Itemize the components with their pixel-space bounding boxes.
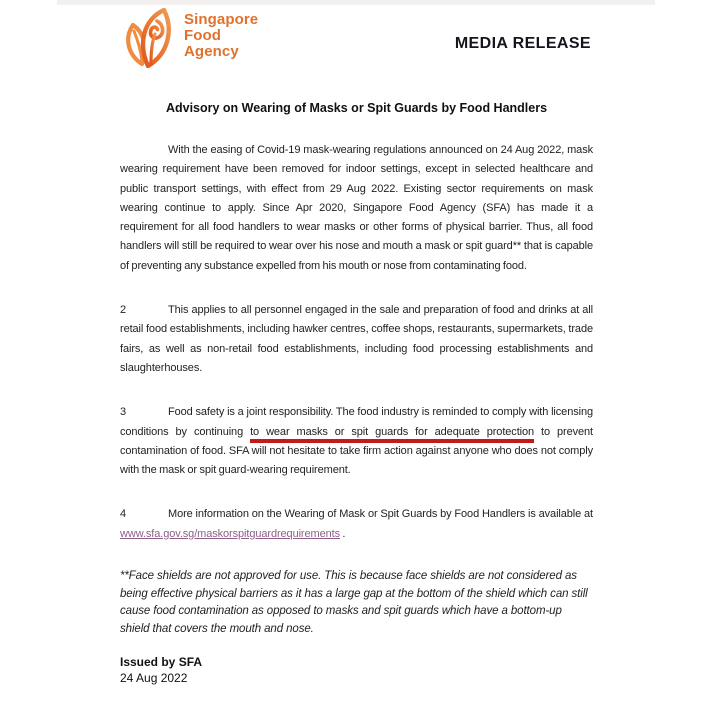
sfa-logo-wordmark	[184, 12, 258, 60]
paragraph-4-tail: .	[339, 527, 346, 540]
paragraph-4-text	[120, 505, 593, 544]
paragraph-2	[120, 301, 593, 378]
signature-block	[120, 654, 593, 686]
issued-by-line: Issued by SFA	[120, 655, 203, 670]
paragraph-3-text	[120, 403, 593, 480]
sfa-leaf-logo-icon	[120, 8, 178, 68]
paragraph-4	[120, 505, 593, 544]
paragraph-3-lead: Food safety is a joint responsibility. The food industry is reminded to comply with licensing conditions by continuing	[120, 406, 593, 438]
paragraph-4-number: 4	[120, 508, 127, 521]
red-underlined-phrase: to wear masks or spit guards for adequate protection	[250, 426, 534, 443]
sfa-logo	[120, 8, 258, 68]
paragraph-2-text: This applies to all personnel engaged in the sale and preparation of food and drinks at all retail food establishments, including hawker centres, coffee shops, restaurants, supermarkets, trade fairs, as well as non-retail food establishments, including food processing establishments and slaughterhouses.	[120, 304, 593, 374]
face-shield-footnote: **Face shields are not approved for use. This is because face shields are not considered as being effective physical barriers as it has a large gap at the bottom of the shield which can still cause food contamination as opposed to masks and spit guards which have a bottom-up shield that covers the mouth and nose.	[120, 570, 588, 635]
paragraph-2-number: 2	[120, 304, 127, 317]
mask-requirements-link[interactable]: www.sfa.gov.sg/maskorspitguardrequirements	[120, 527, 340, 540]
media-release-label: MEDIA RELEASE	[454, 35, 591, 52]
paragraph-1: With the easing of Covid-19 mask-wearing regulations announced on 24 Aug 2022, mask wearing requirement have been removed for indoor settings, except in selected healthcare and public transport settings, with effect from 29 Aug 2022. Existing sector requirements on mask wearing continue to apply. Since Apr 2020, Singapore Food Agency (SFA) has made it a requirement for all food handlers to wear masks or other forms of physical barrier. Thus, all food handlers will still be required to wear over his nose and mouth a mask or spit guard** that is capable of preventing any substance expelled from his mouth or nose from contaminating food.	[120, 144, 593, 272]
paragraph-3-number: 3	[120, 406, 127, 419]
page-header	[120, 8, 593, 74]
paragraph-3-tail: to prevent contamination of food. SFA will not hesitate to take firm action against anyone who does not comply with the mask or spit guard-wearing requirement.	[120, 425, 593, 477]
logo-word-food: Food	[184, 27, 222, 44]
logo-word-singapore: Singapore	[184, 11, 259, 28]
paragraph-4-lead: More information on the Wearing of Mask or Spit Guards by Food Handlers is available at	[168, 508, 593, 521]
issue-date: 24 Aug 2022	[120, 671, 188, 686]
paragraph-3	[120, 403, 593, 480]
document-title: Advisory on Wearing of Masks or Spit Guards by Food Handlers	[165, 101, 548, 115]
logo-word-agency: Agency	[184, 43, 239, 60]
